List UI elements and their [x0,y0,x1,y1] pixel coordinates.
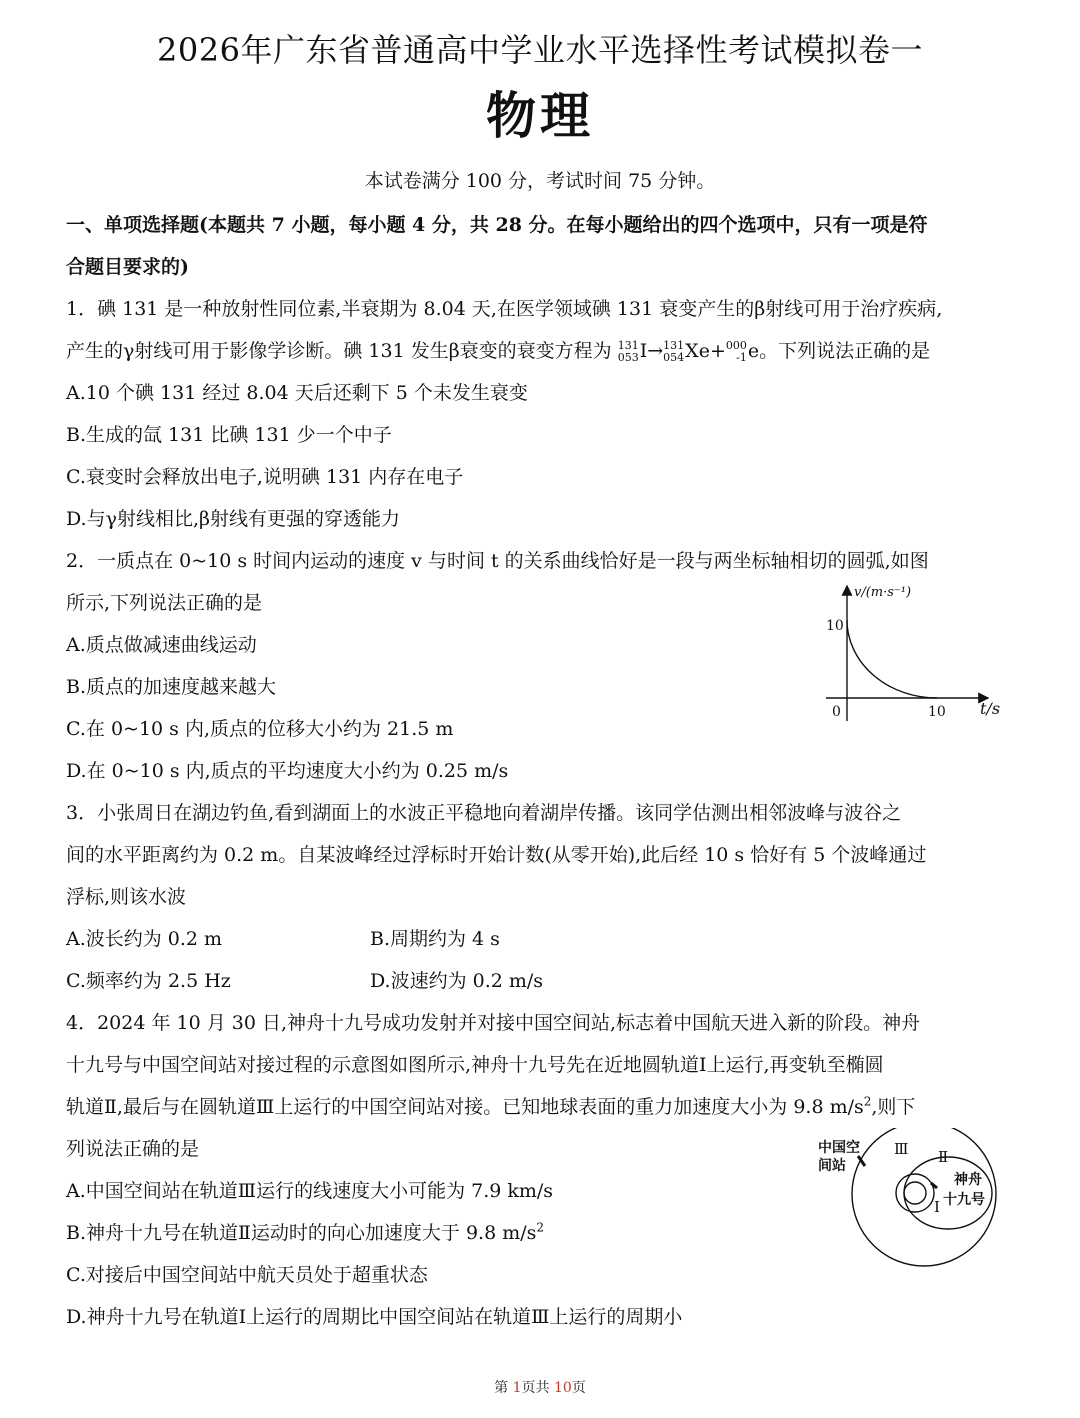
q3-stem-line-3: 浮标,则该水波 [66,886,187,908]
footer-total-pages: 10 [554,1380,572,1396]
exam-title: 2026年广东省普通高中学业水平选择性考试模拟卷一 [157,31,923,69]
q1-option-d: D.与γ射线相比,β射线有更强的穿透能力 [66,508,400,530]
q1-stem-line-2-end: 。下列说法正确的是 [759,340,931,362]
orbit-2-label: Ⅱ [938,1148,949,1166]
q3-options-row-2 [66,960,1016,1002]
iodine-symbol: I [639,340,648,362]
q3-option-c: C.频率约为 2.5 Hz [66,970,231,992]
q1-option-a: A.10 个碘 131 经过 8.04 天后还剩下 5 个未发生衰变 [66,382,528,404]
footer-prefix: 第 [494,1380,513,1396]
section-heading [66,204,1016,288]
orbit-3-label: Ⅲ [894,1140,909,1158]
q4-stem-line-3 [66,1086,1016,1128]
q4-stem-line-3-exponent: 2 [863,1094,872,1109]
craft-label-line-1: 神舟 [954,1172,982,1188]
electron-mass-number: 000 [725,339,747,352]
q2-option-a: A.质点做减速曲线运动 [66,634,257,656]
q1-option-b: B.生成的氙 131 比碘 131 少一个中子 [66,424,392,446]
xenon-mass-number: 131 [663,339,685,352]
q2-option-c: C.在 0~10 s 内,质点的位移大小约为 21.5 m [66,718,454,740]
plus-sign: + [709,340,726,362]
footer-suffix: 页 [571,1380,586,1396]
electron-symbol: e [747,340,760,362]
iodine-nuclide-numbers [618,340,639,364]
section-heading-line-1: 一、单项选择题(本题共 7 小题，每小题 4 分，共 28 分。在每小题给出的四个选项中，只有一项是符 [66,214,928,236]
footer-page-number: 1 [512,1380,522,1396]
q3-stem-line-2: 间的水平距离约为 0.2 m。自某波峰经过浮标时开始计数(从零开始),此后经 10 s 恰好有 5 个波峰通过 [66,844,927,866]
electron-charge-number: -1 [736,351,747,364]
q3-stem-line-1: 3．小张周日在湖边钓鱼,看到湖面上的水波正平稳地向着湖岸传播。该同学估测出相邻波峰与波谷之 [66,802,902,824]
orbit-1-circle [896,1174,934,1212]
q1-stem-line-2-text: 产生的γ射线可用于影像学诊断。碘 131 发生β衰变的衰变方程为 [66,340,618,362]
q3-option-d: D.波速约为 0.2 m/s [370,970,544,992]
q1-option-c: C.衰变时会释放出电子,说明碘 131 内存在电子 [66,466,464,488]
q4-stem-line-4: 列说法正确的是 [66,1138,200,1160]
q2-velocity-curve [847,620,937,698]
q4-stem-line-2: 十九号与中国空间站对接过程的示意图如图所示,神舟十九号先在近地圆轨道Ⅰ上运行,再变轨至椭圆 [66,1054,884,1076]
q4-orbit-diagram [812,1128,1008,1280]
q4-option-d: D.神舟十九号在轨道Ⅰ上运行的周期比中国空间站在轨道Ⅲ上运行的周期小 [66,1306,683,1328]
electron-numbers [726,340,747,364]
xenon-symbol: Xe [685,340,710,362]
q3-options-row-1 [66,918,1016,960]
q4-stem-line-3-end: ,则下 [871,1096,916,1118]
q4-option-b-exponent: 2 [536,1220,545,1235]
question-3 [66,792,1016,1002]
q2-x-axis-label: t/s [980,699,1001,718]
iodine-mass-number: 131 [617,339,639,352]
page-footer [0,1378,1080,1398]
q2-y-axis-label: v/(m·s⁻¹) [854,585,912,600]
reaction-arrow: → [647,340,664,362]
station-label-line-1: 中国空 [818,1140,860,1156]
q4-option-a: A.中国空间站在轨道Ⅲ运行的线速度大小可能为 7.9 km/s [66,1180,554,1202]
q4-stem-line-3-text: 轨道Ⅱ,最后与在圆轨道Ⅲ上运行的中国空间站对接。已知地球表面的重力加速度大小为 9.8 m/s [66,1096,864,1118]
exam-note: 本试卷满分 100 分，考试时间 75 分钟。 [364,170,716,192]
orbit-1-label: Ⅰ [934,1198,940,1216]
q2-vt-graph [820,578,1010,728]
xenon-nuclide-numbers [663,340,684,364]
q3-option-b: B.周期约为 4 s [370,928,500,950]
q2-option-b: B.质点的加速度越来越大 [66,676,277,698]
craft-label-line-2: 十九号 [943,1192,985,1208]
q1-stem-line-1: 1．碘 131 是一种放射性同位素,半衰期为 8.04 天,在医学领域碘 131 衰变产生的β射线可用于治疗疾病, [66,298,943,320]
q3-option-a: A.波长约为 0.2 m [66,928,223,950]
question-1 [66,288,1016,540]
q4-stem-line-1: 4．2024 年 10 月 30 日,神舟十九号成功发射并对接中国空间站,标志着中国航天进入新的阶段。神舟 [66,1012,921,1034]
q1-stem-line-2 [66,330,1016,372]
station-label-line-2: 间站 [818,1158,846,1174]
section-heading-line-2: 合题目要求的) [66,256,189,278]
xenon-atomic-number: 054 [663,351,685,364]
subject-title: 物理 [486,86,594,145]
q2-stem-line-2: 所示,下列说法正确的是 [66,592,263,614]
q2-y-tick-label: 10 [826,618,844,634]
q2-option-d: D.在 0~10 s 内,质点的平均速度大小约为 0.25 m/s [66,760,509,782]
q2-stem-line-1: 2．一质点在 0~10 s 时间内运动的速度 v 与时间 t 的关系曲线恰好是一段与两坐标轴相切的圆弧,如图 [66,550,929,572]
spacecraft-marker [931,1183,937,1188]
q4-option-b-text: B.神舟十九号在轨道Ⅱ运动时的向心加速度大于 9.8 m/s [66,1222,537,1244]
q4-option-c: C.对接后中国空间站中航天员处于超重状态 [66,1264,428,1286]
q2-x-tick-label: 10 [928,704,946,720]
earth-circle [904,1182,926,1204]
q2-origin-label: 0 [832,704,841,720]
iodine-atomic-number: 053 [617,351,639,364]
footer-middle: 页共 [521,1380,554,1396]
